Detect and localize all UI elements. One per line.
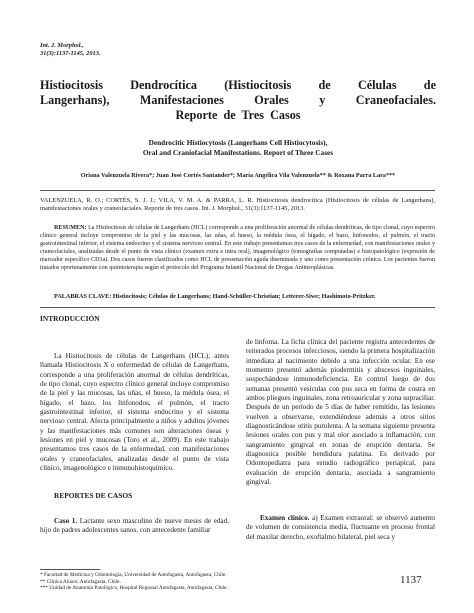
footnotes	[40, 572, 240, 592]
keywords-text: Histiocitosis; Células de Langerhans; Hand-Schüller-Christian; Letterer-Siwe; Hashimoto-Pritzker.	[112, 293, 376, 300]
exam-text: a) Examen extraoral: se observó aumento de volumen de consistencia media, fluctuante en proceso frontal del maxilar derecho, exoftalmo bilateral, piel seca y	[246, 514, 435, 541]
left-column	[40, 352, 229, 473]
case-paragraph	[40, 517, 229, 536]
exam-label: Examen clínico.	[260, 514, 310, 522]
paragraph: La Histiocitosis de células de Langerhans (HCL), antes llamada Histiocitosis X o enfermedad de células de Langerhans, corresponde a una proliferación anormal de células dendríticas, de tipo clonal, cuyo espectro clínico general incluye compromiso de la piel y las mucosas, las uñas, el hueso, la médula ósea, el hígado, el bazo, los linfonodos, el pulmón, el tracto gastrointestinal inferior, el sistema endocrino y el sistema nervioso central. Afecta principalmente a niños y adultos jóvenes y las manifestaciones más comunes son alteraciones óseas y lesiones en piel y mucosas (Toro et al., 2009). En este trabajo presentamos tres casos de la enfermedad, con manifestaciones orales y craneofaciales, analizadas desde el punto de vista clínico, imagenológico e inmunohistoquímico.	[40, 352, 229, 473]
abstract-text: La Histiocitosis de células de Langerhans (HCL) corresponde a una proliferación anormal de células dendríticas, de tipo clonal, cuyo espectro clínico general incluye compromiso de la piel y las mucosas, las uñas, el hueso, la médula ósea, el hígado, el bazo, linfonodos, el pulmón, el tracto gastrointestinal inferior, el sistema endocrino y el sistema nervioso central. En este trabajo presentamos tres casos de la enfermedad, con manifestaciones orales y craneofaciales, analizadas desde el punto de vista clínico (examen extra e intra oral), imagenológico (tomografías computadas) e histopatológico (expresión de marcador específico CD1a). Dos casos fueron clasificados como HCL de presentación aguda diseminada y uno como presentación crónica. Los pacientes fueron tratados oportunamente con quimioterapia según el protocolo del Programa Infantil Nacional de Drogas Antineoplásicas.	[40, 225, 435, 271]
authors: Oriana Valenzuela Rivera*; Juan José Cortés Santander*; María Angélica Vila Valenzuela** & Roxana Parra Lara***	[80, 172, 396, 179]
footnote: * Facultad de Medicina y Odontología, Universidad de Antofagasta, Antofagasta, Chile.	[40, 572, 227, 578]
title-line: Reporte de Tres Casos	[175, 108, 301, 122]
exam-paragraph	[246, 514, 435, 542]
section-heading-introduccion: INTRODUCCIÓN	[40, 314, 100, 323]
page-number: 1137	[400, 574, 422, 586]
divider	[40, 307, 435, 308]
english-title-line: Dendrocitic Histiocytosis (Langerhans Cell Histiocytosis),	[148, 138, 328, 147]
keywords	[54, 293, 435, 301]
footnote: *** Unidad de Anatomía Patológica, Hospital Regional Antofagasta, Antofagasta, Chile.	[40, 585, 228, 591]
article-title	[40, 78, 436, 123]
case-label: Caso 1.	[54, 517, 78, 525]
divider	[40, 190, 435, 191]
abstract	[40, 224, 435, 272]
english-title-line: Oral and Craniofacial Manifestations. Report of Three Cases	[142, 148, 334, 157]
right-column	[246, 338, 435, 488]
journal-header	[40, 42, 101, 58]
english-title	[40, 138, 436, 158]
journal-name: Int. J. Morphol.,	[40, 42, 84, 49]
keywords-label: PALABRAS CLAVE:	[54, 293, 112, 300]
citation-block: VALENZUELA, R. O.; CORTÉS, S. J. J.; VILA, V. M. A. & PARRA, L. R. Histiocitosis dendrocítica (Histiocitosis de células de Langerhans), manifestaciones orales y craneofaciales. Reporte de tres casos. Int. J. Morphol., 31(3):1137-1145, 2013.	[40, 197, 435, 213]
title-line: Histiocitosis Dendrocítica (Histiocitosis de Células de	[40, 78, 436, 92]
case-text: Lactante sexo masculino de nueve meses de edad, hijo de padres adolescentes sanos, con antecedente familiar	[40, 517, 229, 535]
footnote: ** Clínica Aluzor, Antofagasta, Chile.	[40, 578, 121, 585]
journal-citation: 31(3):1137-1145, 2013.	[40, 50, 101, 57]
footnote-rule	[40, 569, 100, 570]
paragraph: de linfoma. La ficha clínica del paciente registra antecedentes de reiterados procesos infecciosos, siendo la primera hospitalización inmediata al nacimiento debido a una infección ocular. En ese momento presentó además piodermitis y abscesos inguinales, sospechándose inmunodeficiencia. En control luego de dos semanas presentó vesículas con pus seca en forma de costra en ambos pliegues inguinales, zona retroauricular y zona supraciliar. Después de un período de 5 días de haber remitido, las lesiones vuelven a observarse, extendiéndose además a otros sitios diagnosticándose otitis purulenta. A la semana siguiente presenta lesiones orales con pus y mal olor asociado a inflamación, con sangramiento gingival en zonas de erupción dentaria. Se diagnostica posible hendidura palatina. Es derivado por Odontopediatra para estudio radiográfico periapical, para evaluación de erupción dentaria, asociada a sangramiento gingival.	[246, 338, 435, 487]
title-line: Langerhans), Manifestaciones Orales y Craneofaciales.	[40, 93, 436, 107]
section-heading-reportes: REPORTES DE CASOS	[54, 491, 133, 500]
abstract-label: RESUMEN:	[54, 225, 87, 231]
